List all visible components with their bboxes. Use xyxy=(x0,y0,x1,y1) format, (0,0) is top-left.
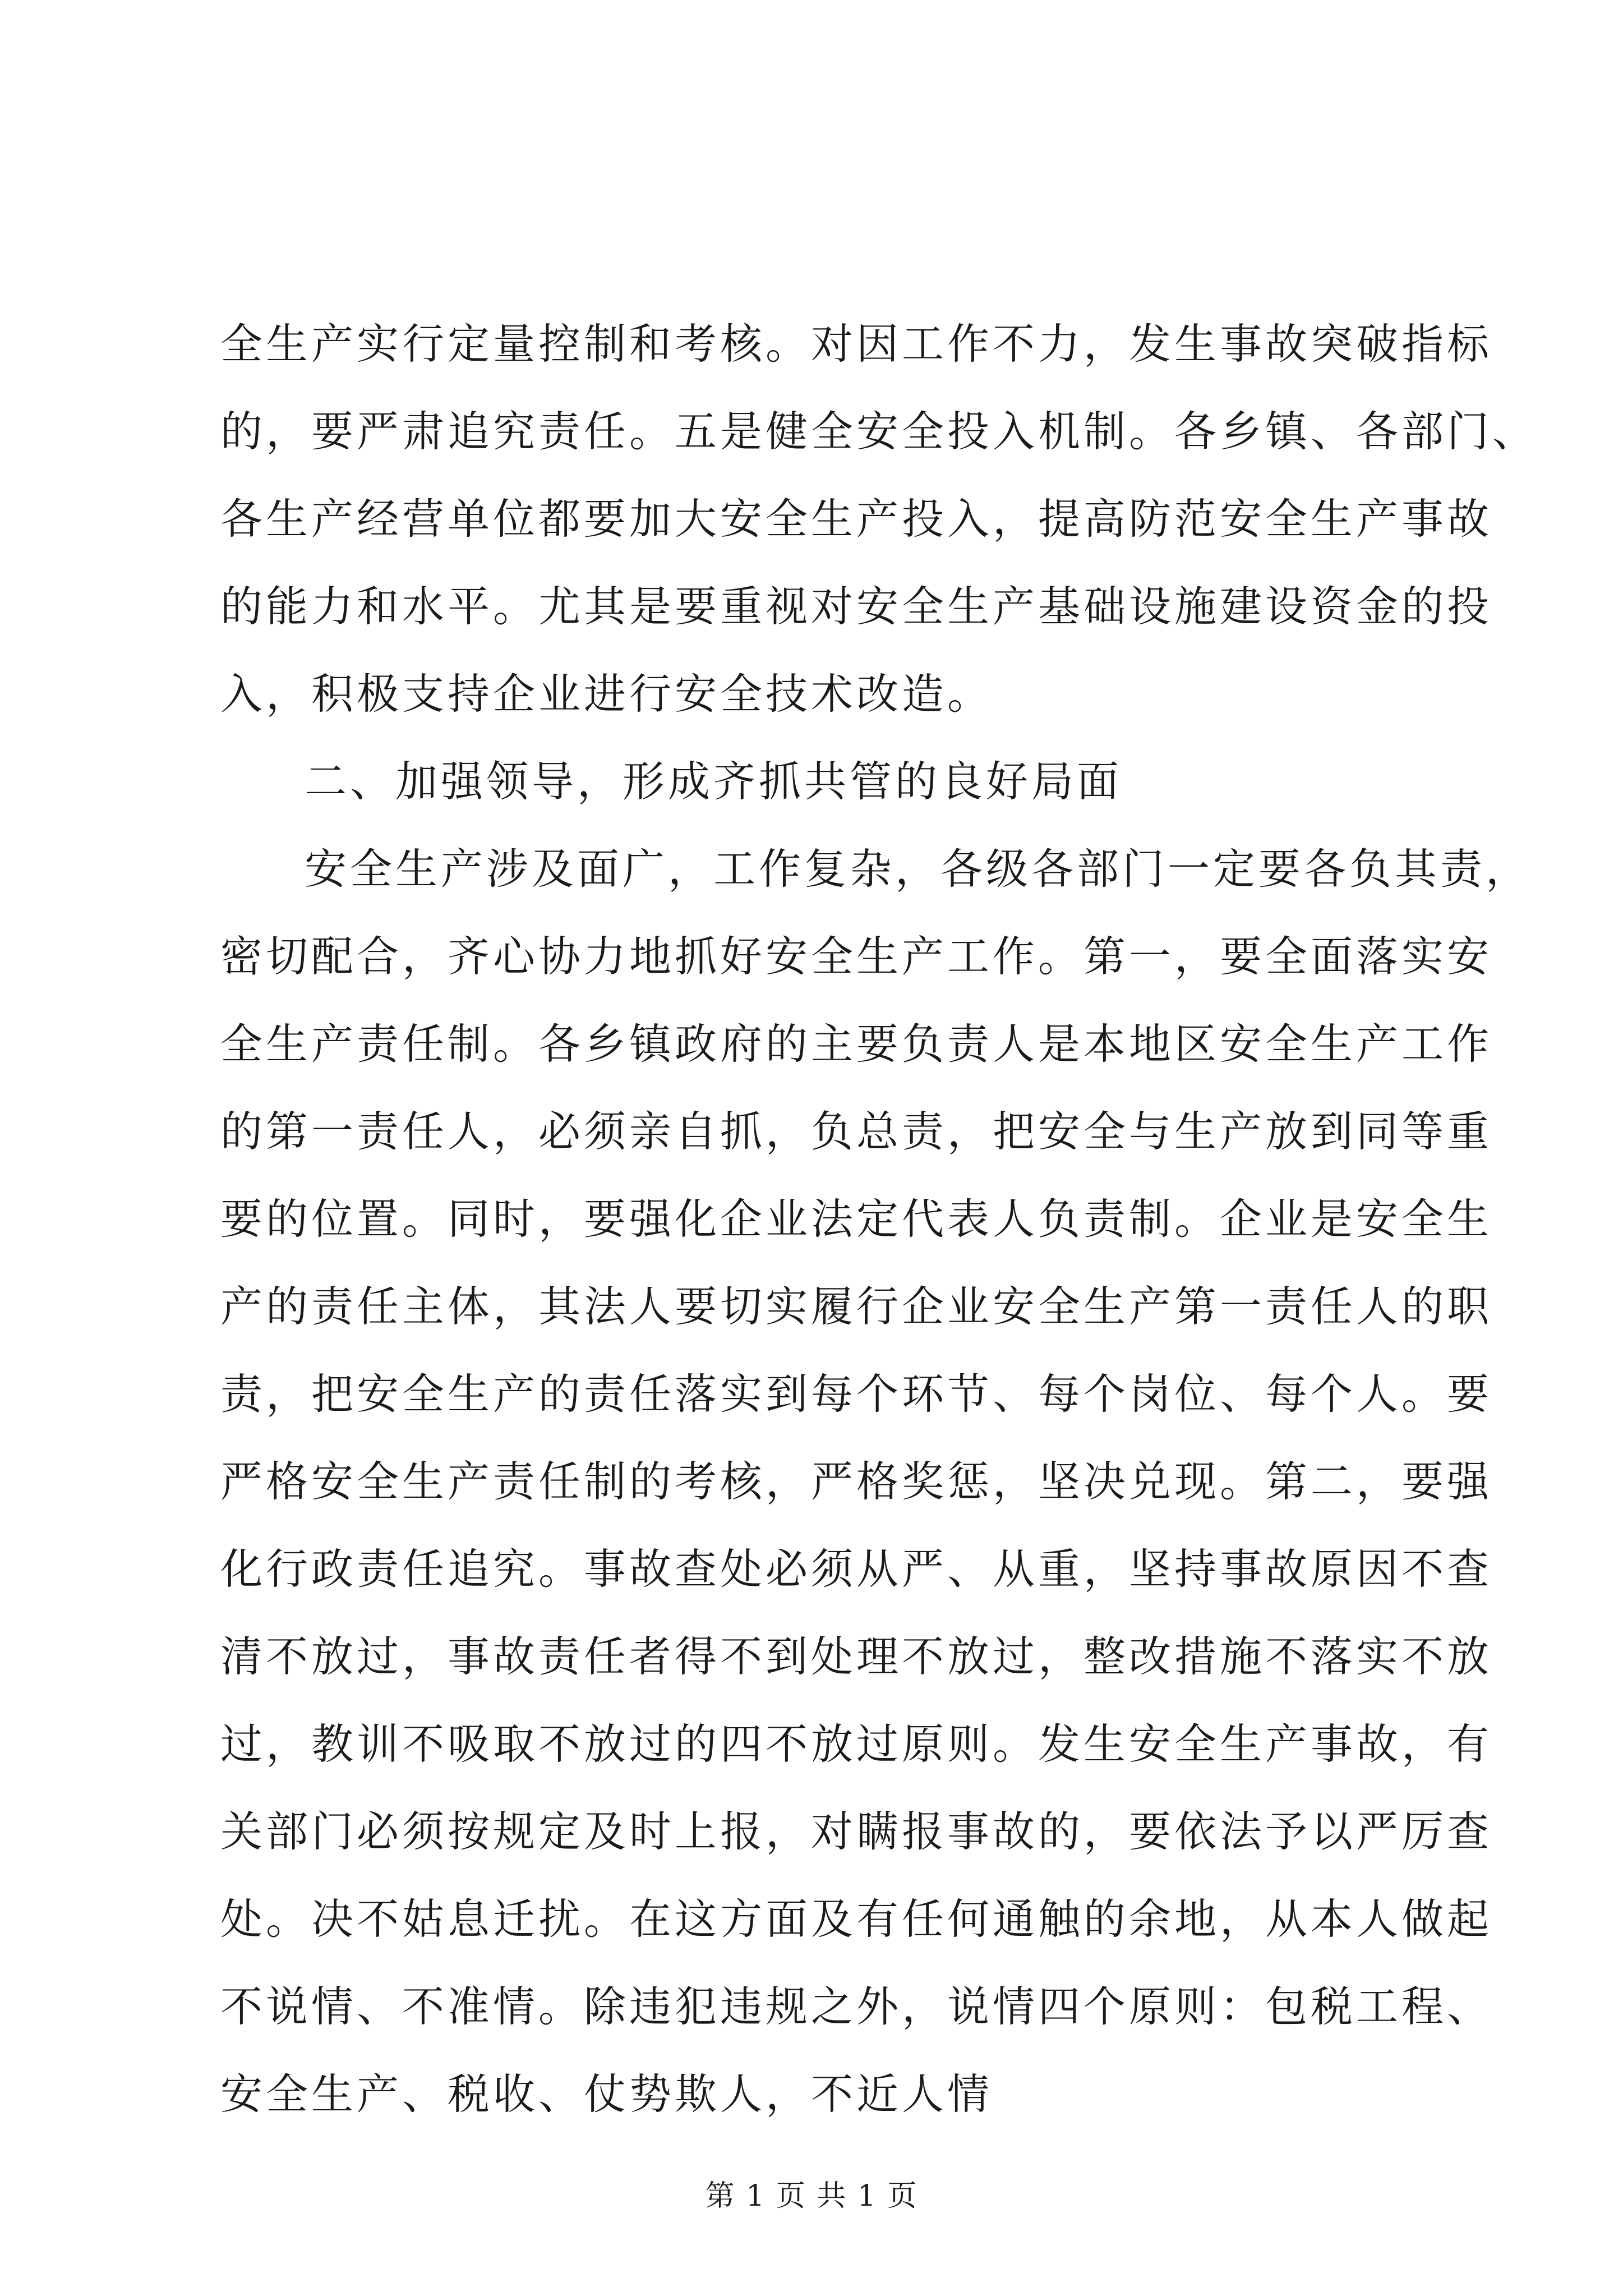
text-line: 全生产实行定量控制和考核。对因工作不力，发生事故突破指标 xyxy=(220,319,1493,369)
text-line: 清不放过，事故责任者得不到处理不放过，整改措施不落实不放 xyxy=(220,1632,1493,1681)
text-line: 安全生产、税收、仗势欺人，不近人情 xyxy=(220,2069,993,2119)
text-line: 责，把安全生产的责任落实到每个环节、每个岗位、每个人。要 xyxy=(220,1369,1493,1419)
body-text xyxy=(220,300,1538,2138)
text-line: 严格安全生产责任制的考核，严格奖惩，坚决兑现。第二，要强 xyxy=(220,1457,1493,1506)
text-line: 过，教训不吸取不放过的四不放过原则。发生安全生产事故，有 xyxy=(220,1719,1493,1769)
text-line: 产的责任主体，其法人要切实履行企业安全生产第一责任人的职 xyxy=(220,1282,1493,1331)
page-number-footer: 第 1 页 共 1 页 xyxy=(705,2179,918,2213)
text-line: 要的位置。同时，要强化企业法定代表人负责制。企业是安全生 xyxy=(220,1194,1493,1244)
text-line: 不说情、不准情。除违犯违规之外，说情四个原则：包税工程、 xyxy=(220,1982,1493,2031)
text-line: 的第一责任人，必须亲自抓，负总责，把安全与生产放到同等重 xyxy=(220,1107,1493,1156)
text-line: 密切配合，齐心协力地抓好安全生产工作。第一，要全面落实安 xyxy=(220,932,1493,981)
text-line: 关部门必须按规定及时上报，对瞒报事故的，要依法予以严厉查 xyxy=(220,1807,1493,1856)
text-line: 的能力和水平。尤其是要重视对安全生产基础设施建设资金的投 xyxy=(220,582,1493,631)
text-line: 全生产责任制。各乡镇政府的主要负责人是本地区安全生产工作 xyxy=(220,1019,1493,1069)
text-line: 各生产经营单位都要加大安全生产投入，提高防范安全生产事故 xyxy=(220,494,1493,544)
section-heading: 二、加强领导，形成齐抓共管的良好局面 xyxy=(305,757,1123,806)
text-line: 的，要严肃追究责任。五是健全安全投入机制。各乡镇、各部门、 xyxy=(220,407,1538,456)
text-line: 化行政责任追究。事故查处必须从严、从重，坚持事故原因不查 xyxy=(220,1544,1493,1594)
text-line: 入，积极支持企业进行安全技术改造。 xyxy=(220,669,993,719)
text-line: 处。决不姑息迁扰。在这方面及有任何通触的余地，从本人做起 xyxy=(220,1894,1493,1944)
text-line: 安全生产涉及面广，工作复杂，各级各部门一定要各负其责， xyxy=(305,844,1532,894)
